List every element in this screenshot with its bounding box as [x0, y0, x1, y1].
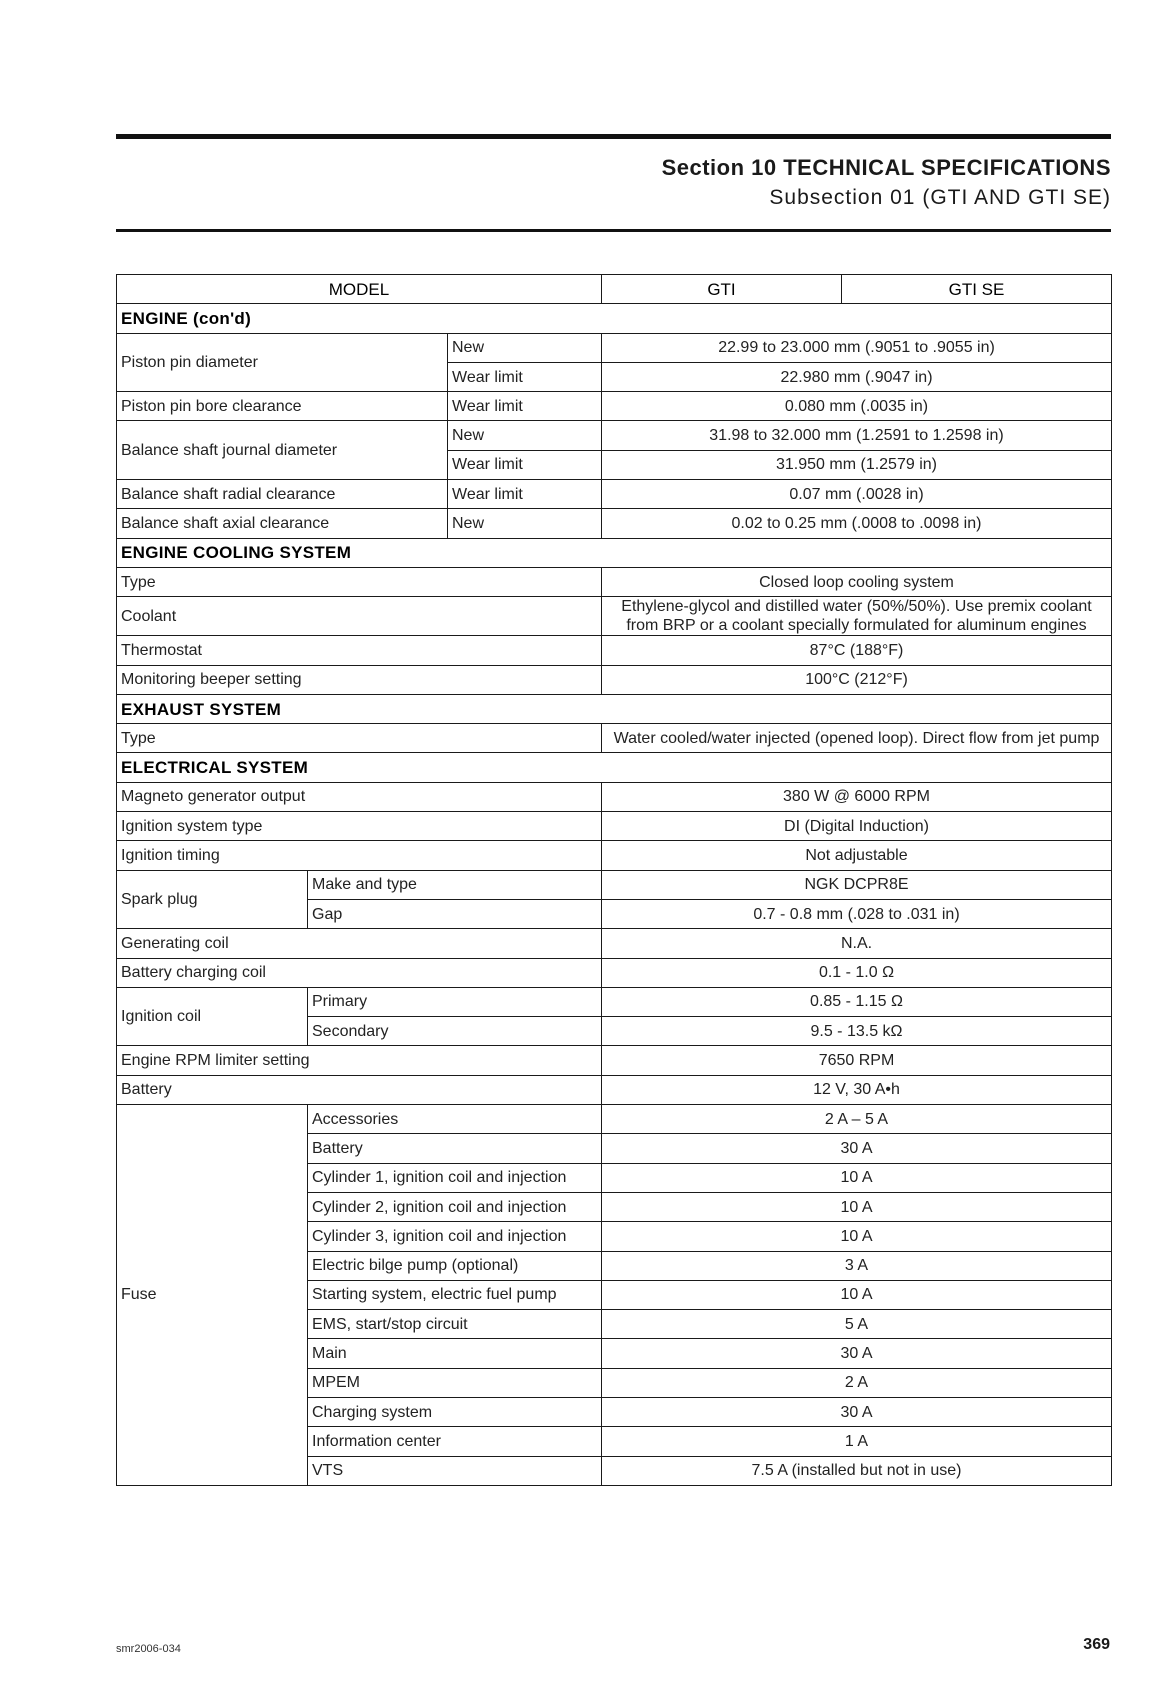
page-number: 369: [1083, 1636, 1110, 1653]
fuse-item-label: Battery: [308, 1134, 602, 1163]
row-value: 87°C (188°F): [602, 636, 1112, 665]
fuse-item-label: MPEM: [308, 1368, 602, 1397]
fuse-item-value: 30 A: [602, 1339, 1112, 1368]
section-row-electrical: [117, 753, 1112, 782]
row-value: Closed loop cooling system: [602, 567, 1112, 596]
table-row: [117, 567, 1112, 596]
table-row: [117, 812, 1112, 841]
table-row: [117, 958, 1112, 987]
fuse-item-value: 1 A: [602, 1427, 1112, 1456]
row-sublabel: Wear limit: [448, 362, 602, 391]
table-row: [117, 1075, 1112, 1104]
row-sublabel: Wear limit: [448, 480, 602, 509]
table-row: [117, 987, 1112, 1016]
table-row: [117, 392, 1112, 421]
table-row: [117, 333, 1112, 362]
row-label: Ignition coil: [117, 987, 308, 1046]
row-value: 31.98 to 32.000 mm (1.2591 to 1.2598 in): [602, 421, 1112, 450]
table-row: [117, 597, 1112, 636]
header-rule-bottom: [116, 229, 1111, 232]
fuse-row: [117, 1105, 1112, 1134]
row-value: 0.080 mm (.0035 in): [602, 392, 1112, 421]
row-value: NGK DCPR8E: [602, 870, 1112, 899]
row-value: 9.5 - 13.5 kΩ: [602, 1017, 1112, 1046]
fuse-item-value: 3 A: [602, 1251, 1112, 1280]
table-row: [117, 509, 1112, 538]
row-label: Magneto generator output: [117, 782, 602, 811]
table-row: [117, 1046, 1112, 1075]
row-value: 100°C (212°F): [602, 665, 1112, 694]
table-row: [117, 782, 1112, 811]
row-value: 380 W @ 6000 RPM: [602, 782, 1112, 811]
section-row-engine: [117, 304, 1112, 333]
row-value: 12 V, 30 A•h: [602, 1075, 1112, 1104]
document-code: smr2006-034: [116, 1643, 181, 1655]
spec-table: [116, 274, 1112, 1486]
fuse-item-value: 7.5 A (installed but not in use): [602, 1456, 1112, 1485]
row-label: Battery: [117, 1075, 602, 1104]
section-title: Section 10 TECHNICAL SPECIFICATIONS: [661, 155, 1111, 180]
row-value: 0.7 - 0.8 mm (.028 to .031 in): [602, 899, 1112, 928]
row-value: 0.1 - 1.0 Ω: [602, 958, 1112, 987]
row-value: Ethylene-glycol and distilled water (50%/50%). Use premix coolant from BRP or a coolant specially formulated for aluminum engines: [602, 597, 1112, 636]
row-value: 0.02 to 0.25 mm (.0008 to .0098 in): [602, 509, 1112, 538]
row-value: N.A.: [602, 929, 1112, 958]
fuse-item-label: Cylinder 2, ignition coil and injection: [308, 1192, 602, 1221]
col-gti: GTI: [602, 275, 842, 304]
fuse-item-label: Accessories: [308, 1105, 602, 1134]
table-row: [117, 724, 1112, 753]
row-label: Balance shaft radial clearance: [117, 480, 448, 509]
header-rule-top: [116, 134, 1111, 139]
row-value: 0.85 - 1.15 Ω: [602, 987, 1112, 1016]
section-title-engine: ENGINE (con'd): [117, 304, 1112, 333]
section-title-cooling: ENGINE COOLING SYSTEM: [117, 538, 1112, 567]
section-title-electrical: ELECTRICAL SYSTEM: [117, 753, 1112, 782]
fuse-item-label: Information center: [308, 1427, 602, 1456]
row-sublabel: Wear limit: [448, 450, 602, 479]
table-row: [117, 421, 1112, 450]
row-label: Coolant: [117, 597, 602, 636]
row-value: Not adjustable: [602, 841, 1112, 870]
row-value: DI (Digital Induction): [602, 812, 1112, 841]
row-label: Thermostat: [117, 636, 602, 665]
table-row: [117, 480, 1112, 509]
table-header-row: [117, 275, 1112, 304]
table-row: [117, 636, 1112, 665]
fuse-item-value: 30 A: [602, 1397, 1112, 1426]
fuse-item-value: 5 A: [602, 1310, 1112, 1339]
table-row: [117, 870, 1112, 899]
row-label: Generating coil: [117, 929, 602, 958]
row-value: 31.950 mm (1.2579 in): [602, 450, 1112, 479]
fuse-item-value: 10 A: [602, 1222, 1112, 1251]
row-label: Piston pin diameter: [117, 333, 448, 392]
row-sublabel: Gap: [308, 899, 602, 928]
fuse-item-value: 10 A: [602, 1163, 1112, 1192]
row-label: Spark plug: [117, 870, 308, 929]
row-value: 22.99 to 23.000 mm (.9051 to .9055 in): [602, 333, 1112, 362]
fuse-item-label: Cylinder 1, ignition coil and injection: [308, 1163, 602, 1192]
table-row: [117, 929, 1112, 958]
row-label: Ignition system type: [117, 812, 602, 841]
row-label: Engine RPM limiter setting: [117, 1046, 602, 1075]
row-label: Ignition timing: [117, 841, 602, 870]
table-row: [117, 841, 1112, 870]
row-label: Battery charging coil: [117, 958, 602, 987]
row-sublabel: Wear limit: [448, 392, 602, 421]
fuse-item-label: EMS, start/stop circuit: [308, 1310, 602, 1339]
row-sublabel: New: [448, 421, 602, 450]
row-value: 22.980 mm (.9047 in): [602, 362, 1112, 391]
fuse-item-label: Main: [308, 1339, 602, 1368]
table-row: [117, 665, 1112, 694]
row-label: Balance shaft journal diameter: [117, 421, 448, 480]
row-label: Balance shaft axial clearance: [117, 509, 448, 538]
row-sublabel: Secondary: [308, 1017, 602, 1046]
section-row-cooling: [117, 538, 1112, 567]
fuse-item-label: Starting system, electric fuel pump: [308, 1280, 602, 1309]
section-title-exhaust: EXHAUST SYSTEM: [117, 694, 1112, 723]
row-sublabel: New: [448, 333, 602, 362]
subsection-title: Subsection 01 (GTI AND GTI SE): [769, 186, 1111, 209]
row-sublabel: New: [448, 509, 602, 538]
fuse-item-label: Electric bilge pump (optional): [308, 1251, 602, 1280]
row-value: 0.07 mm (.0028 in): [602, 480, 1112, 509]
col-model: MODEL: [117, 275, 602, 304]
fuse-item-label: Cylinder 3, ignition coil and injection: [308, 1222, 602, 1251]
col-gtise: GTI SE: [842, 275, 1112, 304]
fuse-item-value: 10 A: [602, 1280, 1112, 1309]
row-label: Type: [117, 724, 602, 753]
fuse-item-label: Charging system: [308, 1397, 602, 1426]
fuse-item-value: 2 A: [602, 1368, 1112, 1397]
fuse-item-label: VTS: [308, 1456, 602, 1485]
row-label: Piston pin bore clearance: [117, 392, 448, 421]
fuse-label: Fuse: [117, 1105, 308, 1486]
fuse-item-value: 30 A: [602, 1134, 1112, 1163]
fuse-item-value: 2 A – 5 A: [602, 1105, 1112, 1134]
section-row-exhaust: [117, 694, 1112, 723]
row-value: 7650 RPM: [602, 1046, 1112, 1075]
row-sublabel: Primary: [308, 987, 602, 1016]
row-label: Type: [117, 567, 602, 596]
row-sublabel: Make and type: [308, 870, 602, 899]
row-value: Water cooled/water injected (opened loop). Direct flow from jet pump: [602, 724, 1112, 753]
row-label: Monitoring beeper setting: [117, 665, 602, 694]
fuse-item-value: 10 A: [602, 1192, 1112, 1221]
